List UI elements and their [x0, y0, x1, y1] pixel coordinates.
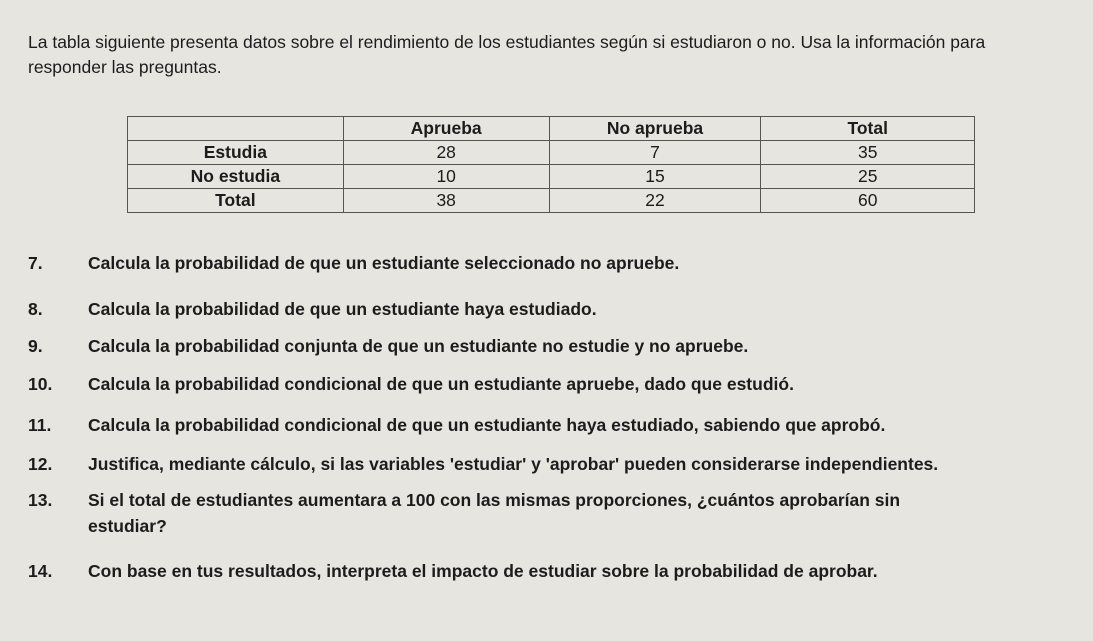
question-number: 12. [28, 454, 53, 474]
question-item [28, 296, 1068, 322]
table-row [128, 189, 975, 213]
question-number: 9. [28, 336, 43, 356]
question-item [28, 333, 1068, 359]
table-cell: 25 [761, 165, 975, 189]
question-number: 13. [28, 490, 53, 510]
table-header-cell: Aprueba [343, 117, 549, 141]
question-text: Calcula la probabilidad conjunta de que un estudiante no estudie y no apruebe. [88, 336, 749, 356]
table-cell: 7 [549, 141, 761, 165]
table-cell: 35 [761, 141, 975, 165]
table-cell: 38 [343, 189, 549, 213]
question-item [28, 558, 1068, 584]
question-number: 11. [28, 415, 52, 435]
table-header-cell [128, 117, 344, 141]
question-number: 7. [28, 253, 43, 273]
intro-paragraph: La tabla siguiente presenta datos sobre el rendimiento de los estudiantes según si estudiaron o no. Usa la información para responder las preguntas. [28, 32, 986, 77]
question-text: Calcula la probabilidad de que un estudiante seleccionado no apruebe. [88, 253, 680, 273]
table-row [128, 165, 975, 189]
question-item [28, 412, 1068, 438]
question-text: Calcula la probabilidad condicional de que un estudiante apruebe, dado que estudió. [88, 374, 794, 394]
table-header-cell: Total [761, 117, 975, 141]
question-item [28, 250, 1068, 276]
question-text-continued: estudiar? [88, 516, 167, 536]
table-cell: 22 [549, 189, 761, 213]
question-item [28, 371, 1068, 397]
table-cell: 10 [343, 165, 549, 189]
question-number: 14. [28, 561, 53, 581]
table-header-cell: No aprueba [549, 117, 761, 141]
table-header-row [128, 117, 975, 141]
question-text: Con base en tus resultados, interpreta el impacto de estudiar sobre la probabilidad de aprobar. [88, 561, 878, 581]
row-label: Total [128, 189, 344, 213]
row-label: No estudia [128, 165, 344, 189]
question-text: Si el total de estudiantes aumentara a 100 con las mismas proporciones, ¿cuántos aprobarían sin [88, 490, 901, 510]
table-cell: 28 [343, 141, 549, 165]
question-text: Justifica, mediante cálculo, si las variables 'estudiar' y 'aprobar' pueden considerarse independientes. [88, 454, 939, 474]
performance-table [127, 116, 975, 213]
question-text: Calcula la probabilidad de que un estudiante haya estudiado. [88, 299, 597, 319]
question-text: Calcula la probabilidad condicional de que un estudiante haya estudiado, sabiendo que aprobó. [88, 415, 886, 435]
question-item [28, 487, 1068, 539]
table-row [128, 141, 975, 165]
question-number: 8. [28, 299, 43, 319]
table-cell: 15 [549, 165, 761, 189]
question-number: 10. [28, 374, 53, 394]
question-item [28, 451, 1068, 477]
row-label: Estudia [128, 141, 344, 165]
table-cell: 60 [761, 189, 975, 213]
